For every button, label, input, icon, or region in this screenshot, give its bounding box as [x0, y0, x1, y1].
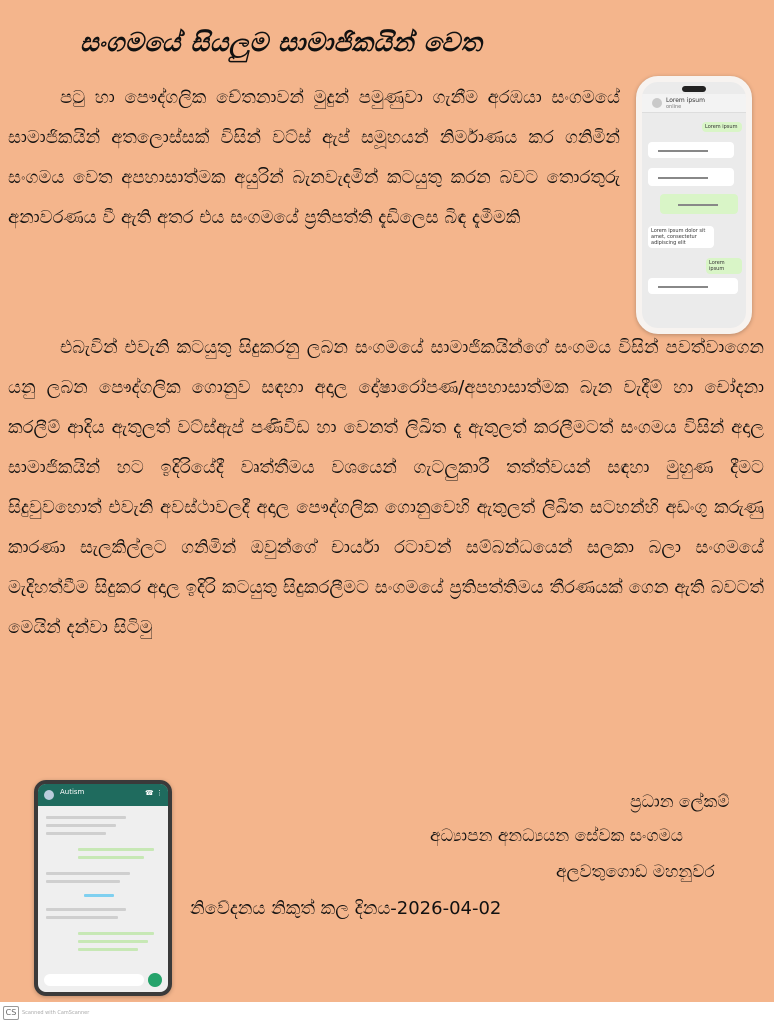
- waveform-icon: [678, 204, 718, 206]
- voice-note-bubble: [648, 168, 734, 186]
- chat-message-line: [84, 894, 114, 897]
- chat-message-line: [46, 916, 118, 919]
- chat-bubble-out: Lorem ipsum: [702, 122, 742, 132]
- chat-header: [38, 784, 168, 806]
- voice-note-bubble: [648, 142, 734, 158]
- waveform-icon: [658, 286, 708, 288]
- chat-contact-status: online: [666, 104, 682, 110]
- chat-message-line: [78, 848, 154, 851]
- signatory-role: ප්‍රධාන ලේකම්: [630, 792, 730, 812]
- waveform-icon: [658, 177, 708, 179]
- chat-message-line: [46, 824, 116, 827]
- chat-message-line: [46, 880, 120, 883]
- signatory-location: අලවතුගොඩ මහනුවර: [556, 862, 715, 882]
- phone-notch: [682, 86, 706, 92]
- chat-header: [642, 94, 746, 113]
- chat-message-line: [78, 932, 154, 935]
- chat-message-line: [46, 908, 126, 911]
- chat-message-line: [46, 816, 126, 819]
- camscanner-footer-text: Scanned with CamScanner: [22, 1010, 90, 1016]
- issued-date: නිවේදනය නිකුත් කල දිනය-2026-04-02: [190, 898, 502, 919]
- avatar: [652, 98, 662, 108]
- send-icon: [148, 973, 162, 987]
- call-icon: ☎ ⋮: [145, 789, 163, 797]
- notice-paragraph-1: පටු හා පෞද්ගලික චේතනාවන් මුදුන් පමුණුවා ගැනීම අරඹයා සංගමයේ සාමාජිකයින් අතලොස්සක් විසින් වට්ස් ඇප් සමූහයන් නිර්මාණය කර ගනිමින් සංගමය වෙත අපහාසාත්මක අයුරින් බැනවැදමින් කටයුතු කරන බවට තොරතුරු අනාවරණය වී ඇති අතර එය සංගමයේ ප්‍රතිපත්ති දැඩිලෙස බිඳ දැමීමකි: [8, 87, 620, 228]
- chat-contact-name: Autism: [60, 788, 85, 796]
- chat-message-line: [78, 940, 148, 943]
- chat-message-line: [46, 872, 130, 875]
- message-input: [44, 974, 144, 986]
- voice-note-bubble: [660, 194, 738, 214]
- notice-title: සංගමයේ සියලුම සාමාජිකයින් වෙත: [80, 28, 483, 58]
- signatory-organization: අධ්‍යාපන අනධ්‍යයන සේවක සංගමය: [430, 826, 683, 846]
- whatsapp-phone-image-top: [636, 76, 752, 334]
- camscanner-logo-icon: CS: [3, 1006, 19, 1020]
- waveform-icon: [658, 150, 708, 152]
- chat-bubble-out: Lorem ipsum: [706, 258, 742, 274]
- chat-message-line: [46, 832, 106, 835]
- chat-message-line: [78, 856, 144, 859]
- avatar: [44, 790, 54, 800]
- chat-contact-name: Lorem ipsum: [666, 97, 705, 104]
- whatsapp-phone-image-bottom: [34, 780, 172, 996]
- voice-note-bubble: [648, 278, 738, 294]
- chat-bubble-in: Lorem ipsum dolor sit amet, consectetur adipiscing elit: [648, 226, 714, 248]
- notice-paragraph-2: එබැවින් එවැනි කටයුතු සිදුකරනු ලබන සංගමයේ සාමාජිකයින්ගේ සංගමය විසින් පවත්වාගෙන යනු ලබන පෞද්ගලික ගොනුව සඳහා අදාල දෝෂාරෝපණ/අපහාසාත්මක බැන වැදීම් හා චෝදනා කරලීම් ආදිය ඇතුලත් වට්ස්ඇප් පණිවිඩ හා වෙනත් ලිඛිත දෑ ඇතුලත් කරලීමටත් සංගමය විසින් අදාල සාමාජිකයින් හට ඉදිරියේදී වෘත්තීමය වශයෙන් ගැටලුකාරී තත්ත්වයන් සඳහා මුහුණ දීමට සිදුවුවහොත් එවැනි අවස්ථාවලදී අදාල පෞද්ගලික ගොනුවෙහි ඇතුලත් ලිඛිත සටහන්හි අඩංගු කරුණු කාරණා සැලකිල්ලට ගනිමින් ඔවුන්ගේ චාර්යා රටාවන් සම්බන්ධයෙන් සලකා බලා සංගමයේ මැදිහත්වීම සිදුකර අදාල ඉදිරි කටයුතු සිදුකරලීමට සංගමයේ ප්‍රතිපත්තිමය තීරණයක් ගෙන ඇති බවටත් මෙයින් දන්වා සිටිමු: [8, 337, 764, 638]
- chat-message-line: [78, 948, 138, 951]
